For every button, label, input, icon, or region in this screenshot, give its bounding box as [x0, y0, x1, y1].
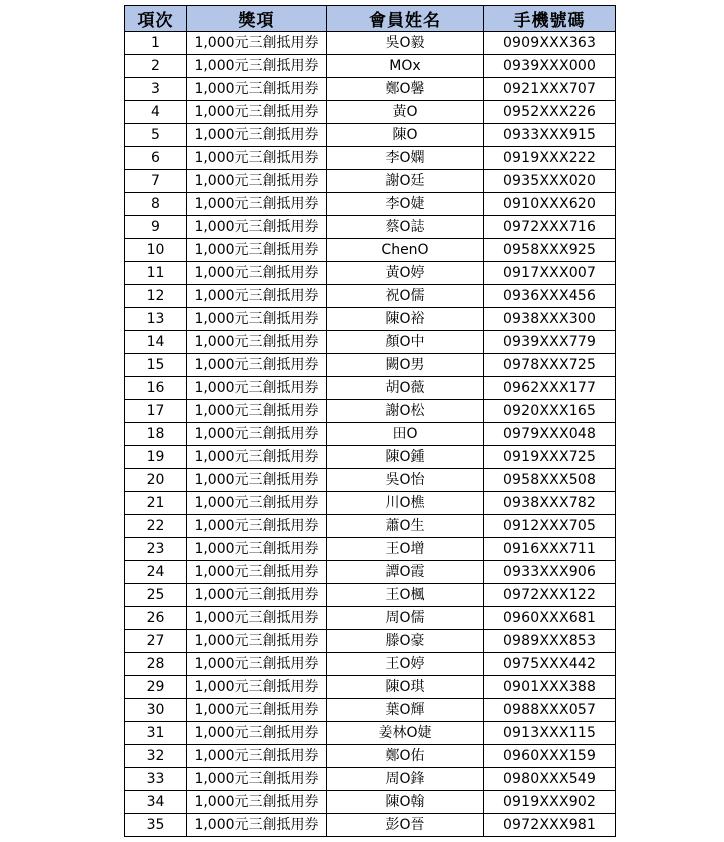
row-number-cell: 34	[125, 791, 187, 814]
prize-cell: 1,000元三創抵用券	[187, 446, 327, 469]
column-header-number: 項次	[125, 6, 187, 32]
prize-cell: 1,000元三創抵用券	[187, 699, 327, 722]
phone-cell: 0919XXX222	[484, 147, 616, 170]
row-number-cell: 31	[125, 722, 187, 745]
phone-cell: 0972XXX122	[484, 584, 616, 607]
prize-cell: 1,000元三創抵用券	[187, 791, 327, 814]
prize-cell: 1,000元三創抵用券	[187, 55, 327, 78]
table-row	[125, 377, 616, 400]
phone-cell: 0975XXX442	[484, 653, 616, 676]
row-number-cell: 8	[125, 193, 187, 216]
table-row	[125, 722, 616, 745]
column-header-phone: 手機號碼	[484, 6, 616, 32]
member-name-cell: 黃O	[327, 101, 484, 124]
table-row	[125, 630, 616, 653]
table-row	[125, 354, 616, 377]
phone-cell: 0909XXX363	[484, 32, 616, 55]
member-name-cell: 周O鋒	[327, 768, 484, 791]
table-row	[125, 538, 616, 561]
prize-cell: 1,000元三創抵用券	[187, 814, 327, 837]
prize-cell: 1,000元三創抵用券	[187, 423, 327, 446]
prize-cell: 1,000元三創抵用券	[187, 584, 327, 607]
phone-cell: 0978XXX725	[484, 354, 616, 377]
row-number-cell: 23	[125, 538, 187, 561]
table-row	[125, 814, 616, 837]
phone-cell: 0939XXX779	[484, 331, 616, 354]
table-row	[125, 791, 616, 814]
phone-cell: 0938XXX300	[484, 308, 616, 331]
phone-cell: 0980XXX549	[484, 768, 616, 791]
table-row	[125, 124, 616, 147]
table-row	[125, 653, 616, 676]
header-row	[125, 6, 616, 32]
row-number-cell: 20	[125, 469, 187, 492]
prize-cell: 1,000元三創抵用券	[187, 32, 327, 55]
row-number-cell: 32	[125, 745, 187, 768]
row-number-cell: 11	[125, 262, 187, 285]
phone-cell: 0958XXX508	[484, 469, 616, 492]
prize-cell: 1,000元三創抵用券	[187, 308, 327, 331]
row-number-cell: 27	[125, 630, 187, 653]
phone-cell: 0921XXX707	[484, 78, 616, 101]
member-name-cell: 譚O霞	[327, 561, 484, 584]
member-name-cell: 陳O	[327, 124, 484, 147]
member-name-cell: ChenO	[327, 239, 484, 262]
phone-cell: 0962XXX177	[484, 377, 616, 400]
prize-cell: 1,000元三創抵用券	[187, 630, 327, 653]
prize-cell: 1,000元三創抵用券	[187, 768, 327, 791]
member-name-cell: 吳O毅	[327, 32, 484, 55]
row-number-cell: 7	[125, 170, 187, 193]
prize-cell: 1,000元三創抵用券	[187, 331, 327, 354]
member-name-cell: 陳O琪	[327, 676, 484, 699]
phone-cell: 0912XXX705	[484, 515, 616, 538]
prize-cell: 1,000元三創抵用券	[187, 469, 327, 492]
table-row	[125, 147, 616, 170]
member-name-cell: 李O婕	[327, 193, 484, 216]
member-name-cell: 姜林O婕	[327, 722, 484, 745]
phone-cell: 0960XXX159	[484, 745, 616, 768]
phone-cell: 0920XXX165	[484, 400, 616, 423]
member-name-cell: 蕭O生	[327, 515, 484, 538]
row-number-cell: 4	[125, 101, 187, 124]
member-name-cell: 鄭O佑	[327, 745, 484, 768]
table-row	[125, 308, 616, 331]
member-name-cell: 王O增	[327, 538, 484, 561]
prize-cell: 1,000元三創抵用券	[187, 538, 327, 561]
prize-cell: 1,000元三創抵用券	[187, 653, 327, 676]
column-header-member-name: 會員姓名	[327, 6, 484, 32]
member-name-cell: 川O樵	[327, 492, 484, 515]
row-number-cell: 26	[125, 607, 187, 630]
table-row	[125, 32, 616, 55]
prize-cell: 1,000元三創抵用券	[187, 561, 327, 584]
row-number-cell: 17	[125, 400, 187, 423]
prize-cell: 1,000元三創抵用券	[187, 354, 327, 377]
table-row	[125, 400, 616, 423]
phone-cell: 0938XXX782	[484, 492, 616, 515]
member-name-cell: 陳O翰	[327, 791, 484, 814]
prize-cell: 1,000元三創抵用券	[187, 515, 327, 538]
phone-cell: 0979XXX048	[484, 423, 616, 446]
table-row	[125, 423, 616, 446]
phone-cell: 0936XXX456	[484, 285, 616, 308]
prize-cell: 1,000元三創抵用券	[187, 607, 327, 630]
member-name-cell: 黃O婷	[327, 262, 484, 285]
phone-cell: 0910XXX620	[484, 193, 616, 216]
member-name-cell: 王O婷	[327, 653, 484, 676]
column-header-prize: 獎項	[187, 6, 327, 32]
table-header	[125, 6, 616, 32]
row-number-cell: 5	[125, 124, 187, 147]
phone-cell: 0933XXX915	[484, 124, 616, 147]
phone-cell: 0935XXX020	[484, 170, 616, 193]
row-number-cell: 6	[125, 147, 187, 170]
phone-cell: 0952XXX226	[484, 101, 616, 124]
phone-cell: 0958XXX925	[484, 239, 616, 262]
table-row	[125, 492, 616, 515]
row-number-cell: 3	[125, 78, 187, 101]
phone-cell: 0916XXX711	[484, 538, 616, 561]
table-row	[125, 55, 616, 78]
row-number-cell: 19	[125, 446, 187, 469]
row-number-cell: 16	[125, 377, 187, 400]
prize-cell: 1,000元三創抵用券	[187, 216, 327, 239]
row-number-cell: 2	[125, 55, 187, 78]
row-number-cell: 35	[125, 814, 187, 837]
row-number-cell: 21	[125, 492, 187, 515]
member-name-cell: 滕O豪	[327, 630, 484, 653]
prize-cell: 1,000元三創抵用券	[187, 239, 327, 262]
prize-cell: 1,000元三創抵用券	[187, 400, 327, 423]
table-row	[125, 446, 616, 469]
row-number-cell: 25	[125, 584, 187, 607]
member-name-cell: 謝O松	[327, 400, 484, 423]
row-number-cell: 15	[125, 354, 187, 377]
phone-cell: 0919XXX725	[484, 446, 616, 469]
prize-cell: 1,000元三創抵用券	[187, 492, 327, 515]
phone-cell: 0917XXX007	[484, 262, 616, 285]
row-number-cell: 33	[125, 768, 187, 791]
member-name-cell: 顏O中	[327, 331, 484, 354]
phone-cell: 0901XXX388	[484, 676, 616, 699]
table-body	[125, 32, 616, 837]
row-number-cell: 29	[125, 676, 187, 699]
member-name-cell: 謝O廷	[327, 170, 484, 193]
member-name-cell: 闕O男	[327, 354, 484, 377]
member-name-cell: 葉O輝	[327, 699, 484, 722]
table-row	[125, 561, 616, 584]
table-row	[125, 262, 616, 285]
phone-cell: 0988XXX057	[484, 699, 616, 722]
prize-cell: 1,000元三創抵用券	[187, 101, 327, 124]
prize-cell: 1,000元三創抵用券	[187, 745, 327, 768]
table-row	[125, 216, 616, 239]
prize-cell: 1,000元三創抵用券	[187, 262, 327, 285]
row-number-cell: 9	[125, 216, 187, 239]
prize-cell: 1,000元三創抵用券	[187, 147, 327, 170]
row-number-cell: 28	[125, 653, 187, 676]
table-row	[125, 699, 616, 722]
member-name-cell: 陳O鍾	[327, 446, 484, 469]
member-name-cell: 吳O怡	[327, 469, 484, 492]
phone-cell: 0972XXX716	[484, 216, 616, 239]
table-row	[125, 745, 616, 768]
phone-cell: 0933XXX906	[484, 561, 616, 584]
row-number-cell: 13	[125, 308, 187, 331]
prize-cell: 1,000元三創抵用券	[187, 78, 327, 101]
member-name-cell: 胡O薇	[327, 377, 484, 400]
phone-cell: 0919XXX902	[484, 791, 616, 814]
phone-cell: 0972XXX981	[484, 814, 616, 837]
row-number-cell: 30	[125, 699, 187, 722]
member-name-cell: 彭O晉	[327, 814, 484, 837]
prize-cell: 1,000元三創抵用券	[187, 377, 327, 400]
table-row	[125, 285, 616, 308]
prize-cell: 1,000元三創抵用券	[187, 722, 327, 745]
member-name-cell: 蔡O誌	[327, 216, 484, 239]
table-row	[125, 607, 616, 630]
table-row	[125, 676, 616, 699]
member-name-cell: 李O嫻	[327, 147, 484, 170]
member-name-cell: 周O儒	[327, 607, 484, 630]
row-number-cell: 12	[125, 285, 187, 308]
phone-cell: 0939XXX000	[484, 55, 616, 78]
member-name-cell: 王O楓	[327, 584, 484, 607]
member-name-cell: 祝O儒	[327, 285, 484, 308]
table-row	[125, 469, 616, 492]
table-row	[125, 101, 616, 124]
table-row	[125, 515, 616, 538]
phone-cell: 0960XXX681	[484, 607, 616, 630]
row-number-cell: 1	[125, 32, 187, 55]
member-name-cell: 田O	[327, 423, 484, 446]
member-name-cell: MOx	[327, 55, 484, 78]
table-row	[125, 239, 616, 262]
prize-cell: 1,000元三創抵用券	[187, 170, 327, 193]
row-number-cell: 22	[125, 515, 187, 538]
phone-cell: 0989XXX853	[484, 630, 616, 653]
table-row	[125, 584, 616, 607]
phone-cell: 0913XXX115	[484, 722, 616, 745]
table-row	[125, 170, 616, 193]
row-number-cell: 10	[125, 239, 187, 262]
row-number-cell: 18	[125, 423, 187, 446]
winners-table	[124, 5, 616, 837]
prize-cell: 1,000元三創抵用券	[187, 285, 327, 308]
row-number-cell: 24	[125, 561, 187, 584]
prize-cell: 1,000元三創抵用券	[187, 124, 327, 147]
table-row	[125, 78, 616, 101]
table-row	[125, 193, 616, 216]
prize-cell: 1,000元三創抵用券	[187, 676, 327, 699]
member-name-cell: 鄭O馨	[327, 78, 484, 101]
prize-cell: 1,000元三創抵用券	[187, 193, 327, 216]
table-row	[125, 768, 616, 791]
member-name-cell: 陳O裕	[327, 308, 484, 331]
winners-sheet	[124, 5, 615, 837]
row-number-cell: 14	[125, 331, 187, 354]
table-row	[125, 331, 616, 354]
